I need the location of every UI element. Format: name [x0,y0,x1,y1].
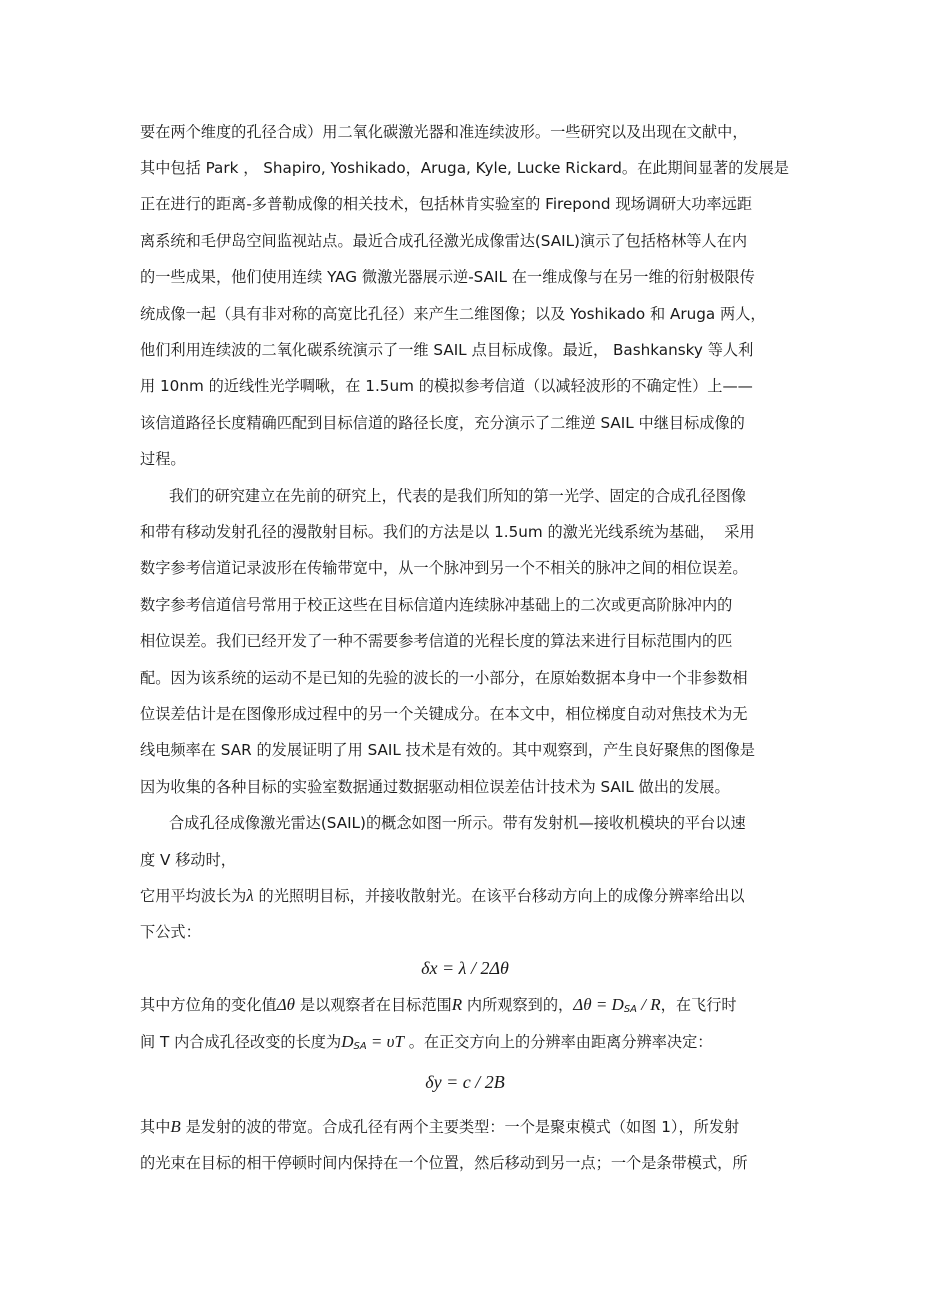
eq-delta-theta-sub: SA [623,1004,638,1015]
eq-delta-theta-left: Δθ = D [573,995,624,1014]
p8-line-1: 的光束在目标的相干停顿时间内保持在一个位置，然后移动到另一点；一个是条带模式，所 [140,1154,748,1172]
p2-line-8: 线电频率在 SAR 的发展证明了用 SAIL 技术是有效的。其中观察到，产生良好聚焦的图像是 [140,741,755,759]
p5-text-b: 是以观察者在目标范围 [295,996,452,1014]
p1-line-9: 该信道路径长度精确匹配到目标信道的路径长度，充分演示了二维逆 SAIL 中继目标成像的 [140,414,745,432]
p2-line-9: 因为收集的各种目标的实验室数据通过数据驱动相位误差估计技术为 SAIL 做出的发展。 [140,778,730,796]
p1-line-7: 他们利用连续波的二氧化碳系统演示了一维 SAIL 点目标成像。最近， Bashkansky 等人利 [140,341,754,359]
p1-line-2: 其中包括 Park ， Shapiro, Yoshikado，Aruga, Kyle, Lucke Rickard。在此期间显著的发展是 [140,159,789,177]
p1-line-10: 过程。 [140,450,186,468]
eq-dsa-sub: SA [353,1041,367,1052]
eq-dsa-left: D [341,1032,354,1051]
p6-text-b: 。在正交方向上的分辨率由距离分辨率决定： [403,1033,713,1051]
p2-line-7: 位误差估计是在图像形成过程中的另一个关键成分。在本文中，相位梯度自动对焦技术为无 [140,705,748,723]
p7-line-1 [140,1117,790,1137]
bandwidth-symbol: B [170,1117,181,1136]
p5-text-a: 其中方位角的变化值 [140,996,277,1014]
eq-delta-theta-right: / R [637,995,661,1014]
p2-line-2: 和带有移动发射孔径的漫散射目标。我们的方法是以 1.5um 的激光光线系统为基础， 采用 [140,523,755,541]
p1-line-1: 要在两个维度的孔径合成）用二氧化碳激光器和准连续波形。一些研究以及出现在文献中， [140,123,748,141]
formula-delta-y: δy = c / 2B [425,1072,505,1092]
p6-line-1 [140,1032,790,1057]
p2-line-6: 配。因为该系统的运动不是已知的先验的波长的一小部分，在原始数据本身中一个非参数相 [140,669,748,687]
p6-text-a: 间 T 内合成孔径改变的长度为 [140,1033,342,1051]
p4-text-b: 的光照明目标，并接收散射光。在该平台移动方向上的成像分辨率给出以 [253,887,745,905]
p1-line-3: 正在进行的距离-多普勒成像的相关技术，包括林肯实验室的 Firepond 现场调研大功率远距 [140,195,753,213]
eq-dsa-right: = υT [366,1032,404,1051]
p2-line-5: 相位误差。我们已经开发了一种不需要参考信道的光程长度的算法来进行目标范围内的匹 [140,632,733,650]
p5-line-1 [140,995,790,1020]
delta-theta-symbol: Δθ [276,995,296,1014]
range-symbol: R [451,995,463,1014]
p2-line-1: 我们的研究建立在先前的研究上，代表的是我们所知的第一光学、固定的合成孔径图像 [140,487,747,505]
p1-line-5: 的一些成果，他们使用连续 YAG 微激光器展示逆-SAIL 在一维成像与在另一维的衍射极限传 [140,268,755,286]
p7-text-b: 是发射的波的带宽。合成孔径有两个主要类型：一个是聚束模式（如图 1），所发射 [180,1118,740,1136]
p2-line-3: 数字参考信道记录波形在传输带宽中，从一个脉冲到另一个不相关的脉冲之间的相位误差。 [140,559,748,577]
p2-line-4: 数字参考信道信号常用于校正这些在目标信道内连续脉冲基础上的二次或更高阶脉冲内的 [140,596,733,614]
p5-text-c: 内所观察到的， [462,996,574,1014]
p4-text-a: 它用平均波长为 [140,887,247,905]
p4-line-1 [140,886,790,906]
lambda-symbol: λ [246,886,254,905]
p5-text-d: ，在飞行时 [660,996,737,1014]
formula-delta-x: δx = λ / 2Δθ [421,958,509,978]
p4-line-2: 下公式： [140,923,201,941]
p7-text-a: 其中 [140,1118,171,1136]
p1-line-8: 用 10nm 的近线性光学啁啾，在 1.5um 的模拟参考信道（以减轻波形的不确定性）上—— [140,377,753,395]
p3-line-2: 度 V 移动时， [140,851,236,869]
p3-line-1: 合成孔径成像激光雷达(SAIL)的概念如图一所示。带有发射机—接收机模块的平台以速 [140,814,746,832]
p1-line-6: 统成像一起（具有非对称的高宽比孔径）来产生二维图像；以及 Yoshikado 和 Aruga 两人， [140,305,766,323]
p1-line-4: 离系统和毛伊岛空间监视站点。最近合成孔径激光成像雷达(SAIL)演示了包括格林等人在内 [140,232,748,250]
